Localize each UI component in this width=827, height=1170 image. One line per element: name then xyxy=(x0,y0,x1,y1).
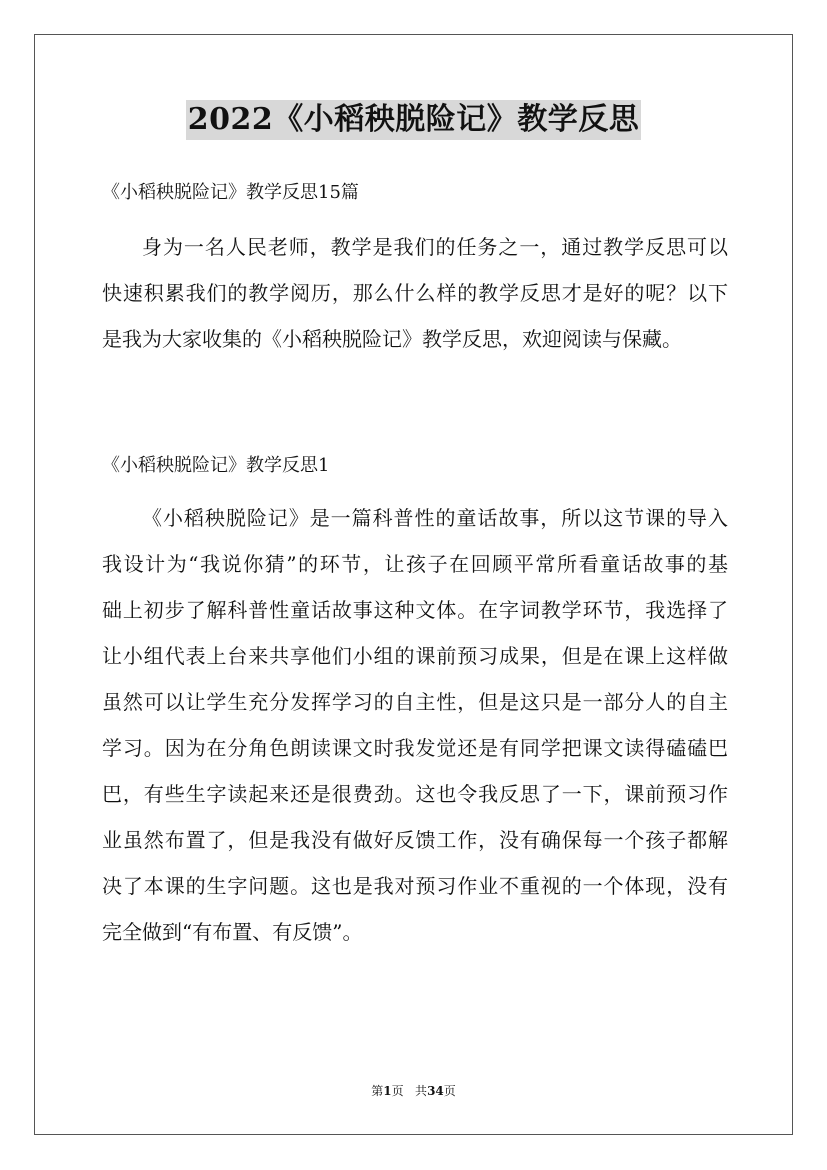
total-suffix: 页 xyxy=(443,1084,456,1098)
total-prefix: 共 xyxy=(415,1084,428,1098)
page-prefix: 第 xyxy=(371,1084,384,1098)
section-line: 虽然可以让学生充分发挥学习的自主性，但是这只是一部分人的自主 xyxy=(102,690,728,714)
section-line: 业虽然布置了，但是我没有做好反馈工作，没有确保每一个孩子都解 xyxy=(102,828,728,852)
document-title-wrapper xyxy=(0,100,827,140)
page-footer xyxy=(0,1083,827,1099)
document-title: 2022《小稻秧脱险记》教学反思 xyxy=(186,100,642,140)
total-pages: 34 xyxy=(427,1084,444,1098)
intro-line: 快速积累我们的教学阅历，那么什么样的教学反思才是好的呢？以下 xyxy=(102,281,728,305)
section-line: 《小稻秧脱险记》是一篇科普性的童话故事，所以这节课的导入 xyxy=(142,506,728,530)
section-line: 础上初步了解科普性童话故事这种文体。在字词教学环节，我选择了 xyxy=(102,598,728,622)
section-line: 决了本课的生字问题。这也是我对预习作业不重视的一个体现，没有 xyxy=(102,874,728,898)
page-suffix: 页 xyxy=(391,1084,404,1098)
page-number: 1 xyxy=(383,1084,392,1098)
section-line: 学习。因为在分角色朗读课文时我发觉还是有同学把课文读得磕磕巴 xyxy=(102,736,728,760)
section-line: 完全做到“有布置、有反馈”。 xyxy=(102,920,363,944)
section-paragraph xyxy=(102,495,728,955)
section-heading: 《小稻秧脱险记》教学反思1 xyxy=(102,455,330,476)
document-subtitle: 《小稻秧脱险记》教学反思15篇 xyxy=(102,182,359,203)
intro-line: 是我为大家收集的《小稻秧脱险记》教学反思，欢迎阅读与保藏。 xyxy=(102,327,682,351)
section-line: 巴，有些生字读起来还是很费劲。这也令我反思了一下，课前预习作 xyxy=(102,782,728,806)
intro-paragraph xyxy=(102,224,728,362)
section-line: 让小组代表上台来共享他们小组的课前预习成果，但是在课上这样做 xyxy=(102,644,728,668)
section-line: 我设计为“我说你猜”的环节，让孩子在回顾平常所看童话故事的基 xyxy=(102,552,728,576)
intro-line: 身为一名人民老师，教学是我们的任务之一，通过教学反思可以 xyxy=(142,235,728,259)
